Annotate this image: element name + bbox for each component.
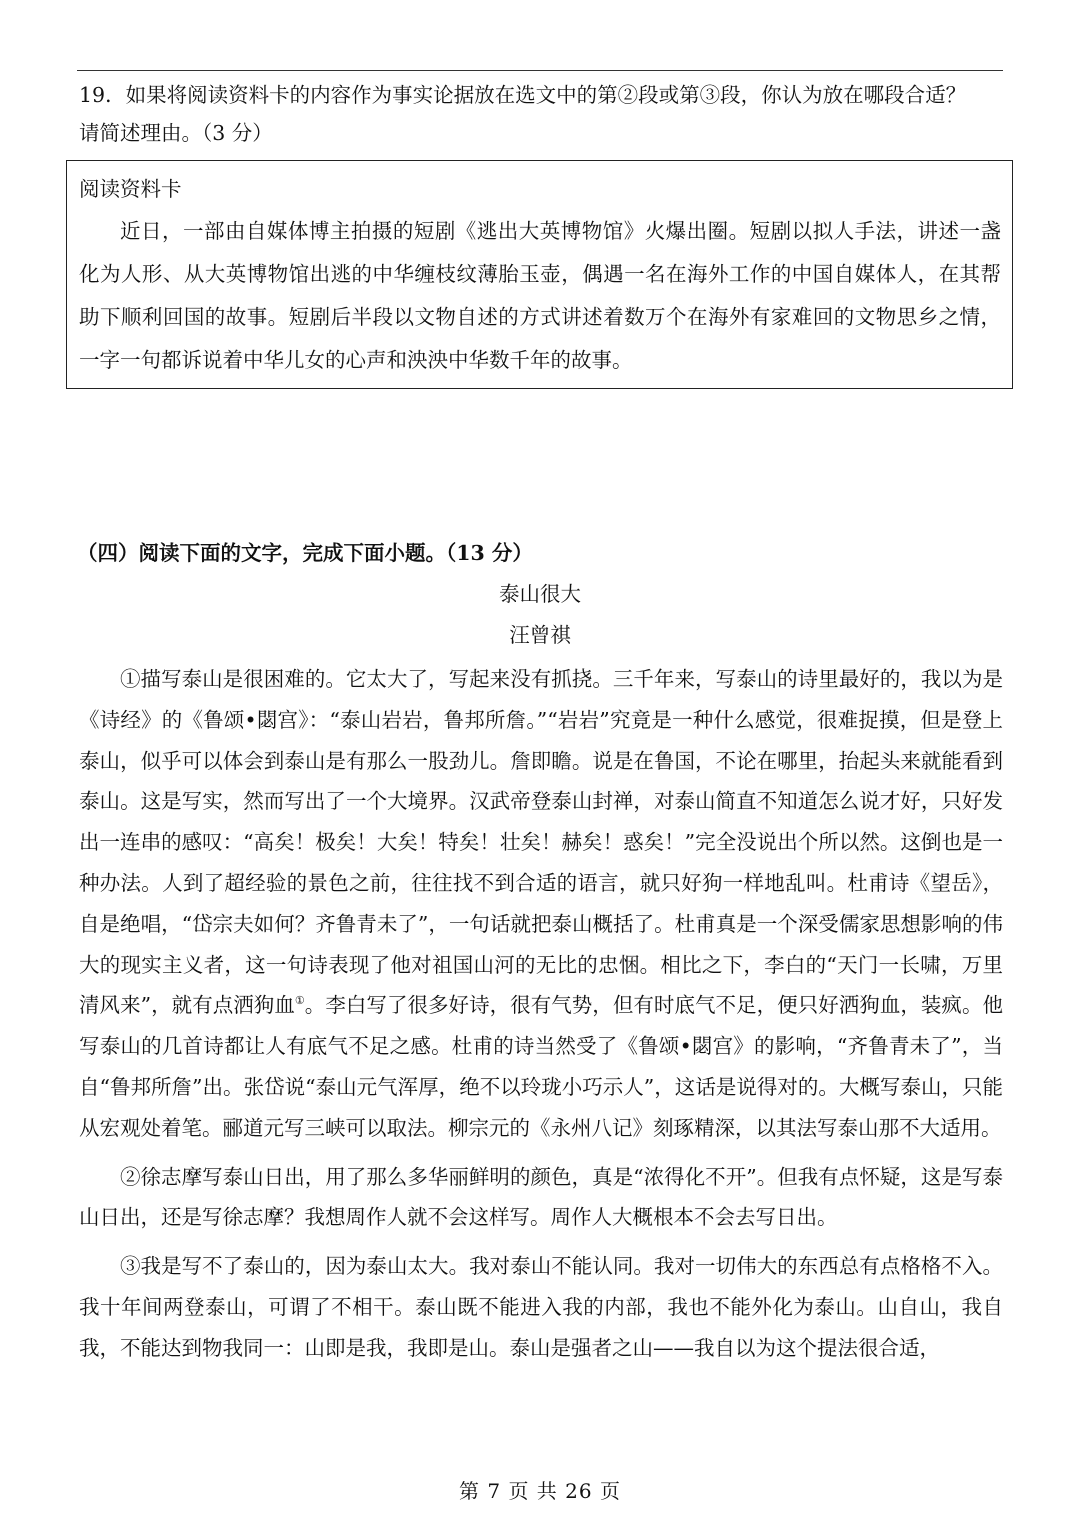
question-19	[79, 76, 1009, 152]
header-rule	[77, 70, 1003, 71]
reading-card-body: 近日，一部由自媒体博主拍摄的短剧《逃出大英博物馆》火爆出圈。短剧以拟人手法，讲述一盏化为人形、从大英博物馆出逃的中华缠枝纹薄胎玉壶，偶遇一名在海外工作的中国自媒体人，在其帮助下顺利回国的故事。短剧后半段以文物自述的方式讲述着数万个在海外有家难回的文物思乡之情，一字一句都诉说着中华儿女的心声和泱泱中华数千年的故事。	[79, 219, 1001, 372]
reading-card	[66, 160, 1013, 389]
essay-author: 汪曾祺	[509, 623, 571, 647]
footnote-mark: ①	[294, 994, 305, 1008]
essay-body	[79, 659, 1003, 1369]
question-19-line-2: 请简述理由。（3 分）	[79, 121, 273, 145]
section-4-heading: （四）阅读下面的文字，完成下面小题。（13 分）	[77, 541, 533, 565]
essay-paragraph-3: ③我是写不了泰山的，因为泰山太大。我对泰山不能认同。我对一切伟大的东西总有点格格不入。我十年间两登泰山，可谓了不相干。泰山既不能进入我的内部，我也不能外化为泰山。山自山，我自我，不能达到物我同一：山即是我，我即是山。泰山是强者之山——我自以为这个提法很合适，	[79, 1254, 1003, 1360]
essay-title: 泰山很大	[499, 582, 581, 606]
reading-card-title: 阅读资料卡	[79, 177, 182, 201]
paragraph-1-text-b: 。李白写了很多好诗，很有气势，但有时底气不足，便只好洒狗血，装疯。他写泰山的几首诗都让人有底气不足之感。杜甫的诗当然受了《鲁颂•閟宫》的影响，“齐鲁青未了”，当自“鲁邦所詹”出。张岱说“泰山元气浑厚，绝不以玲珑小巧示人”，这话是说得对的。大概写泰山，只能从宏观处着笔。郦道元写三峡可以取法。柳宗元的《永州八记》刻琢精深，以其法写泰山那不大适用。	[79, 993, 1003, 1140]
essay-paragraph-1	[79, 659, 1003, 1149]
essay-paragraph-2: ②徐志摩写泰山日出，用了那么多华丽鲜明的颜色，真是“浓得化不开”。但我有点怀疑，这是写泰山日出，还是写徐志摩？我想周作人就不会这样写。周作人大概根本不会去写日出。	[79, 1164, 1003, 1230]
page-number: 第 7 页 共 26 页	[459, 1479, 621, 1503]
paragraph-1-text-a: ①描写泰山是很困难的。它太大了，写起来没有抓挠。三千年来，写泰山的诗里最好的，我以为是《诗经》的《鲁颂•閟宫》：“泰山岩岩，鲁邦所詹。”“岩岩”究竟是一种什么感觉，很难捉摸，但是登上泰山，似乎可以体会到泰山是有那么一股劲儿。詹即瞻。说是在鲁国，不论在哪里，抬起头来就能看到泰山。这是写实，然而写出了一个大境界。汉武帝登泰山封禅，对泰山简直不知道怎么说才好，只好发出一连串的感叹：“高矣！极矣！大矣！特矣！壮矣！赫矣！惑矣！”完全没说出个所以然。这倒也是一种办法。人到了超经验的景色之前，往往找不到合适的语言，就只好狗一样地乱叫。杜甫诗《望岳》，自是绝唱，“岱宗夫如何？齐鲁青未了”，一句话就把泰山概括了。杜甫真是一个深受儒家思想影响的伟大的现实主义者，这一句诗表现了他对祖国山河的无比的忠悃。相比之下，李白的“天门一长啸，万里清风来”，就有点洒狗血	[79, 667, 1003, 1018]
question-19-line-1: 19．如果将阅读资料卡的内容作为事实论据放在选文中的第②段或第③段，你认为放在哪段合适？	[79, 83, 967, 107]
